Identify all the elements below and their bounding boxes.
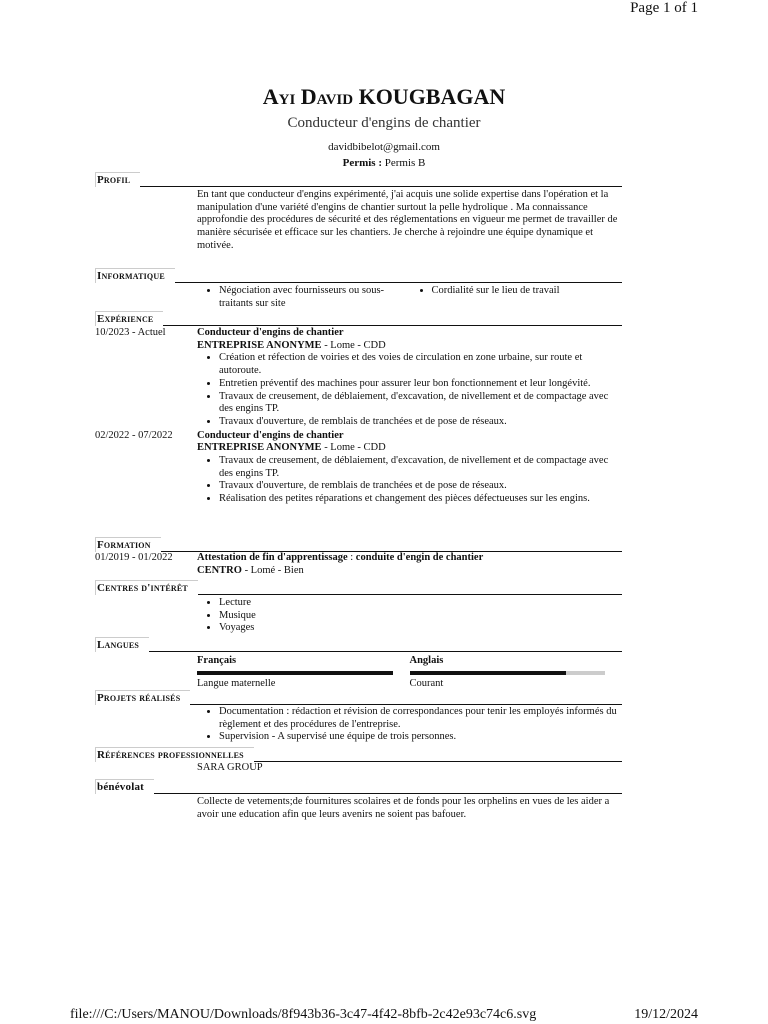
formation-section [95, 537, 622, 577]
language-level-bar [410, 671, 606, 675]
list-item: • Création et réfection de voiries et des voies de circulation en zone urbaine, sur route et autoroute. [219, 352, 622, 377]
section-rule [95, 651, 622, 652]
language-item [197, 655, 393, 690]
section-title-langues: Langues [95, 637, 149, 652]
formation-specialty: conduite d'engin de chantier [355, 552, 484, 563]
section-header [95, 172, 622, 187]
skills-list [197, 285, 622, 310]
list-item: • Supervision - A supervisé une équipe de trois personnes. [219, 731, 622, 744]
projets-list [197, 706, 622, 744]
projets-section [95, 690, 622, 744]
list-item: • Voyages [219, 622, 622, 635]
job-dates: 10/2023 - Actuel [95, 327, 166, 338]
references-text: SARA GROUP [197, 762, 263, 773]
permis-line [0, 157, 768, 169]
candidate-name [0, 84, 768, 110]
section-header [95, 580, 622, 595]
job-position: Conducteur d'engins de chantier [197, 327, 344, 338]
section-rule [95, 325, 622, 326]
language-level-label: Langue maternelle [197, 678, 276, 689]
job-entry [95, 430, 622, 506]
job-tasks [197, 352, 622, 428]
formation-body [197, 552, 622, 577]
formation-entry [95, 552, 622, 577]
list-item: • Documentation : rédaction et révision de correspondances pour tenir les employés informés du règlement et des procédures de l'entreprise. [219, 706, 622, 731]
list-item: • Musique [219, 610, 622, 623]
job-details: - Lome - CDD [321, 339, 386, 351]
print-date: 19/12/2024 [634, 1007, 698, 1022]
section-header [95, 637, 622, 652]
interets-list [197, 597, 622, 635]
interets-section [95, 580, 622, 635]
job-body [197, 327, 622, 429]
job-title: Conducteur d'engins de chantier [287, 115, 481, 131]
section-header [95, 779, 622, 794]
section-title-profil: Profil [95, 172, 140, 187]
langues-section [95, 637, 622, 690]
formation-school: CENTRO [197, 564, 242, 576]
job-company-line [197, 340, 622, 353]
job-tasks [197, 455, 622, 506]
section-title-benevolat: bénévolat [95, 779, 154, 794]
permis-label: Permis : [342, 157, 382, 169]
language-level-fill [197, 671, 393, 675]
benevolat-section [95, 779, 622, 821]
section-title-informatique: Informatique [95, 268, 175, 283]
list-item: • Travaux de creusement, de déblaiement, d'excavation, de nivellement et de compactage avec des engins TP. [219, 391, 622, 416]
section-rule [95, 551, 622, 552]
list-item: • Entretien préventif des machines pour assurer leur bon fonctionnement et leur longévité. [219, 378, 622, 391]
experience-section [95, 311, 622, 506]
formation-dates: 01/2019 - 01/2022 [95, 552, 173, 563]
language-name: Français [197, 655, 237, 666]
job-entry [95, 327, 622, 429]
languages-list [197, 655, 622, 690]
skills-col-2 [410, 285, 623, 310]
list-item: • Cordialité sur le lieu de travail [432, 285, 623, 298]
language-item [410, 655, 606, 690]
formation-school-line [197, 565, 622, 578]
job-position: Conducteur d'engins de chantier [197, 429, 344, 441]
list-item: • Lecture [219, 597, 622, 610]
list-item: • Travaux d'ouverture, de remblais de tranchées et de pose de réseaux. [219, 480, 622, 493]
language-name: Anglais [409, 655, 444, 666]
job-company-line [197, 442, 622, 455]
page-indicator: Page 1 of 1 [630, 0, 698, 16]
profil-text: En tant que conducteur d'engins expérimenté, j'ai acquis une solide expertise dans l'opération et la manipulation d'une variété d'engins de chantier surtout la pelle hydrolique . Ma connaissance approfondie des procédures de sécurité et des réglementations en vigueur me permet de travailler de manière sécurisée et efficace sur les chantiers. Je cherche à rejoindre une équipe dynamique et motivée. [197, 189, 618, 251]
section-header [95, 690, 622, 705]
formation-location: - Lomé - Bien [241, 564, 304, 576]
section-header [95, 537, 622, 552]
list-item: • Négociation avec fournisseurs ou sous-traitants sur site [219, 285, 410, 310]
permis-value: Permis B [384, 157, 426, 169]
skills-col-1 [197, 285, 410, 310]
section-rule [95, 186, 622, 187]
references-section [95, 747, 622, 775]
section-title-experience: Expérience [95, 311, 163, 326]
language-level-fill [410, 671, 566, 675]
profil-section [95, 172, 622, 253]
section-title-projets: Projets réalisés [95, 690, 190, 705]
job-company: ENTREPRISE ANONYME [197, 442, 322, 454]
section-title-interets: Centres d'intérêt [95, 580, 198, 595]
last-name: KOUGBAGAN [358, 84, 506, 109]
list-item: • Réalisation des petites réparations et changement des pièces défectueuses sur les engins. [219, 493, 622, 506]
list-item: • Travaux de creusement, de déblaiement, d'excavation, de nivellement et de compactage avec des engins TP. [219, 455, 622, 480]
section-header [95, 747, 622, 762]
benevolat-text: Collecte de vetements;de fournitures scolaires et de fonds pour les orphelins en vues de les aider a avoir une education afin que leurs avenirs ne soient pas bafouer. [197, 796, 610, 820]
email[interactable]: davidbibelot@gmail.com [328, 141, 440, 153]
section-header [95, 311, 622, 326]
list-item: • Travaux d'ouverture, de remblais de tranchées et de pose de réseaux. [219, 416, 622, 429]
job-company: ENTREPRISE ANONYME [197, 339, 322, 351]
informatique-section [95, 268, 622, 310]
formation-diploma: Attestation de fin d'apprentissage [197, 552, 348, 563]
language-level-bar [197, 671, 393, 675]
section-header [95, 268, 622, 283]
section-title-formation: Formation [95, 537, 161, 552]
first-names: Ayi David [262, 84, 354, 109]
section-title-references: Références professionnelles [95, 747, 254, 762]
formation-separator: : [347, 552, 356, 563]
file-path: file:///C:/Users/MANOU/Downloads/8f943b36-3c47-4f42-8bfb-2c42e93c74c6.svg [70, 1007, 537, 1022]
job-dates: 02/2022 - 07/2022 [95, 429, 173, 441]
job-details: - Lome - CDD [321, 442, 386, 454]
language-level-label: Courant [409, 678, 444, 689]
formation-title-line [197, 552, 622, 565]
job-body [197, 430, 622, 506]
section-rule [95, 793, 622, 794]
